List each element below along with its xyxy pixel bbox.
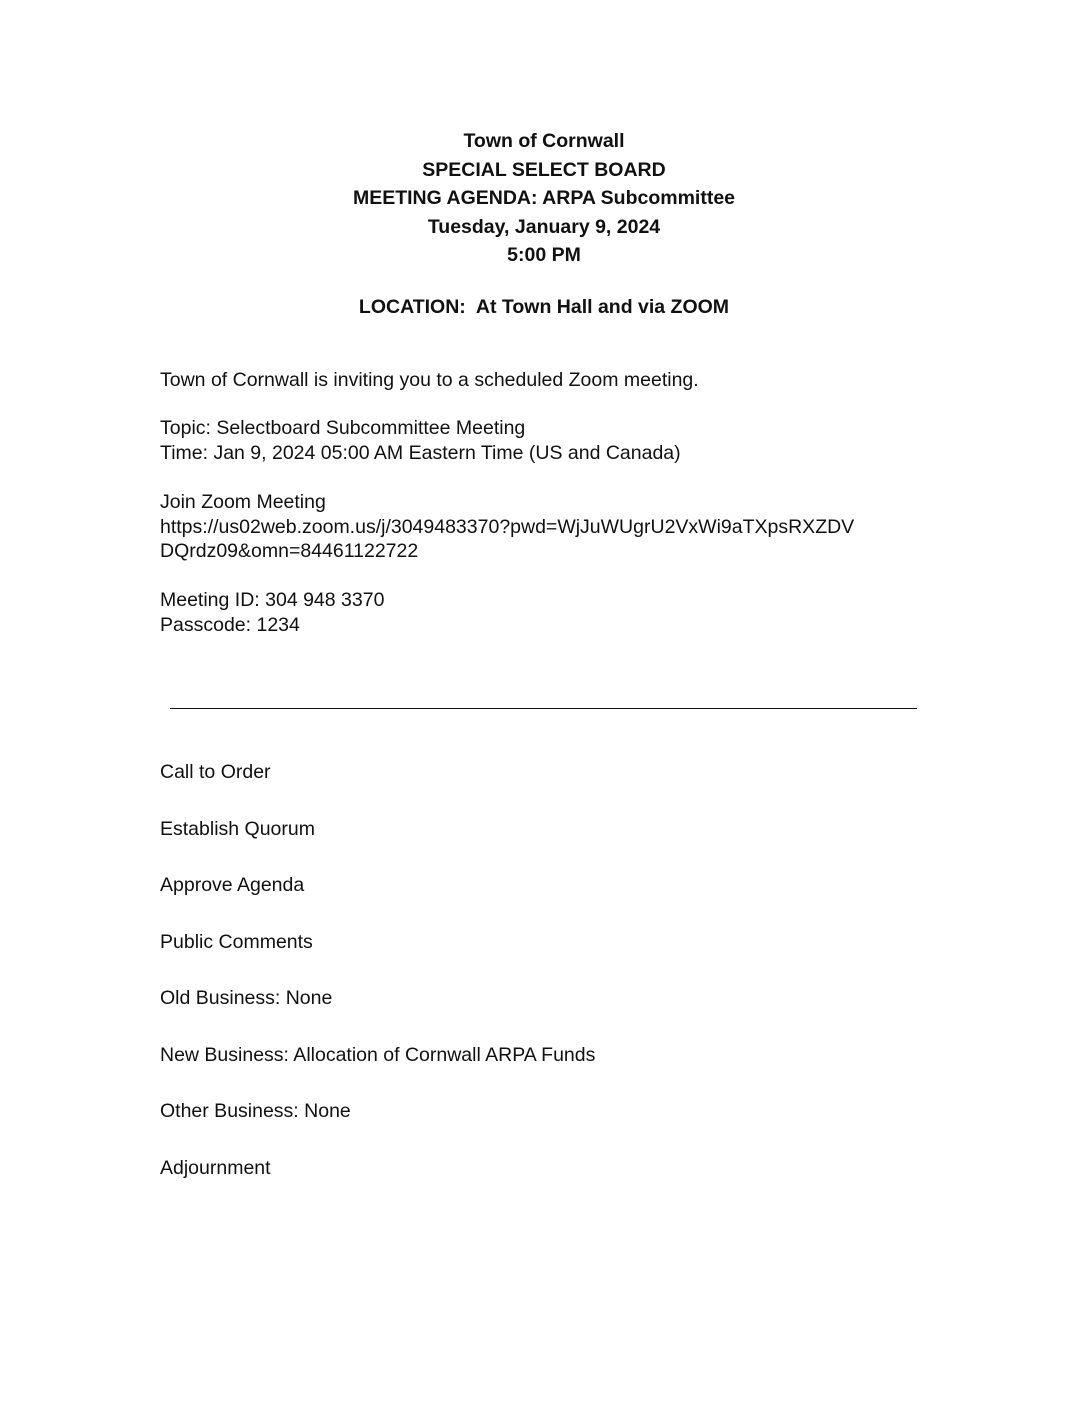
zoom-time: Time: Jan 9, 2024 05:00 AM Eastern Time (US and Canada)	[160, 442, 681, 464]
zoom-join-label: Join Zoom Meeting	[160, 491, 326, 513]
agenda-list	[160, 758, 595, 1210]
agenda-item: New Business: Allocation of Cornwall ARPA Funds	[160, 1043, 596, 1066]
header-meeting-time: 5:00 PM	[507, 244, 581, 266]
agenda-item: Adjournment	[160, 1156, 271, 1179]
agenda-item: Approve Agenda	[160, 874, 305, 896]
header-agenda-title: MEETING AGENDA: ARPA Subcommittee	[352, 187, 736, 209]
agenda-item: Establish Quorum	[160, 817, 315, 840]
section-divider	[170, 708, 917, 709]
meeting-location: LOCATION: At Town Hall and via ZOOM	[358, 296, 730, 318]
zoom-passcode: Passcode: 1234	[160, 614, 300, 636]
zoom-invite-intro: Town of Cornwall is inviting you to a scheduled Zoom meeting.	[160, 369, 699, 391]
zoom-topic: Topic: Selectboard Subcommittee Meeting	[160, 417, 526, 439]
header-town-name: Town of Cornwall	[463, 130, 625, 152]
agenda-item: Call to Order	[160, 761, 271, 783]
header-meeting-date: Tuesday, January 9, 2024	[427, 215, 661, 238]
zoom-join-link-continued[interactable]: DQrdz09&omn=84461122722	[160, 540, 419, 562]
agenda-header	[0, 127, 1088, 270]
agenda-item: Other Business: None	[160, 1100, 351, 1122]
zoom-join-link[interactable]: https://us02web.zoom.us/j/3049483370?pwd=WjJuWUgrU2VxWi9aTXpsRXZDV	[160, 516, 855, 538]
zoom-meeting-id: Meeting ID: 304 948 3370	[160, 589, 385, 611]
agenda-item: Public Comments	[160, 930, 313, 953]
header-board-name: SPECIAL SELECT BOARD	[422, 158, 666, 181]
agenda-item: Old Business: None	[160, 987, 333, 1009]
